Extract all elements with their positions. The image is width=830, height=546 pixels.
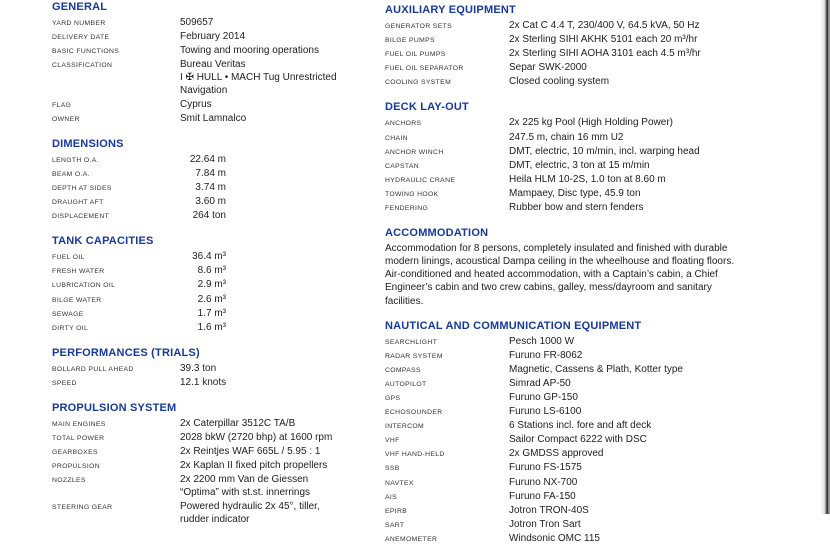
spec-value: 2.6 m³	[197, 293, 226, 305]
spec-value-line: Bureau Veritas	[180, 59, 246, 71]
spec-value: 2x Kaplan II fixed pitch propellers	[180, 460, 328, 472]
section-heading: AUXILIARY EQUIPMENT	[385, 4, 516, 16]
section-dimensions	[52, 138, 384, 223]
spec-value: Rubber bow and stern fenders	[509, 202, 644, 214]
spec-value: Pesch 1000 W	[509, 335, 575, 347]
spec-row	[385, 391, 799, 405]
spec-label: VHF	[385, 437, 400, 445]
spec-value: 12.1 knots	[180, 376, 227, 388]
spec-label: MAIN ENGINES	[52, 420, 106, 428]
spec-row	[385, 75, 799, 89]
spec-row	[385, 131, 799, 145]
spec-row	[52, 167, 384, 181]
spec-value: Furuno FA-150	[509, 490, 576, 502]
spec-value: 2x 225 kg Pool (High Holding Power)	[509, 117, 673, 129]
spec-row	[385, 433, 799, 447]
spec-row	[52, 16, 384, 30]
spec-label: NOZZLES	[52, 477, 86, 485]
section-heading: DECK LAY-OUT	[385, 101, 469, 114]
spec-label: EPIRB	[385, 507, 408, 515]
spec-value-line: 2x 2200 mm Van de Giessen	[180, 474, 309, 486]
spec-label: STEERING GEAR	[52, 503, 113, 511]
spec-row	[52, 98, 384, 112]
spec-value: 2x Sterling SIHI AOHA 3101 each 4.5 m³/hr	[509, 48, 701, 60]
spec-value: Furuno GP-150	[509, 391, 578, 403]
spec-value: 264 ton	[192, 210, 226, 222]
spec-value: 509657	[180, 17, 214, 28]
spec-row	[52, 44, 384, 58]
right-column	[385, 0, 799, 546]
spec-value: Furuno NX-700	[509, 476, 578, 488]
spec-label: SSB	[385, 465, 400, 473]
spec-value: 2x GMDSS approved	[509, 448, 604, 460]
spec-value	[180, 500, 320, 526]
spec-label: DELIVERY DATE	[52, 34, 110, 42]
spec-value: 39.3 ton	[180, 362, 217, 374]
spec-label: AIS	[385, 493, 398, 501]
spec-value: 8.6 m³	[197, 265, 226, 277]
spec-row	[52, 181, 384, 195]
spec-value: 22.64 m	[189, 153, 226, 165]
spec-value: Smit Lamnalco	[180, 112, 247, 124]
spec-label: SEARCHLIGHT	[385, 338, 438, 346]
page-edge-shadow	[820, 0, 830, 514]
spec-label: RADAR SYSTEM	[385, 352, 443, 360]
spec-label: ANCHORS	[385, 120, 422, 128]
spec-label: SPEED	[52, 379, 77, 387]
spec-label: TOWING HOOK	[385, 190, 439, 198]
spec-row	[52, 500, 384, 526]
spec-label: TOTAL POWER	[52, 435, 105, 443]
spec-value: Windsonic OMC 115	[509, 532, 600, 544]
section-paragraph: Accommodation for 8 persons, completely insulated and finished with durable modern linings, acoustical Dampa ceiling in the wheelhouse and floating floors. Air-conditioned and heated accommodation, with a Captain’s cabin, a Chief Engineer’s cabin and two crew cabins, galley, mess/dayroom and sanitary facilities.	[385, 243, 735, 307]
spec-row	[52, 195, 384, 209]
spec-label: CLASSIFICATION	[52, 62, 113, 70]
spec-row	[52, 362, 384, 376]
spec-value: 2028 bkW (2720 bhp) at 1600 rpm	[180, 432, 333, 444]
spec-value: DMT, electric, 3 ton at 15 m/min	[509, 159, 650, 171]
spec-row	[385, 145, 799, 159]
spec-label: OWNER	[52, 115, 80, 123]
spec-row	[385, 61, 799, 75]
spec-label: CHAIN	[385, 134, 408, 142]
spec-label: BOLLARD PULL AHEAD	[52, 365, 134, 373]
section-accommodation	[385, 227, 799, 307]
spec-label: FENDERING	[385, 205, 429, 213]
section-heading: NAUTICAL AND COMMUNICATION EQUIPMENT	[385, 319, 642, 332]
spec-row	[385, 335, 799, 349]
spec-row	[385, 419, 799, 433]
spec-row	[52, 459, 384, 473]
left-column	[52, 0, 384, 526]
spec-row	[385, 201, 799, 215]
spec-row	[52, 417, 384, 431]
spec-value: Closed cooling system	[509, 76, 610, 88]
spec-label: YARD NUMBER	[52, 20, 106, 27]
spec-label: GPS	[385, 394, 401, 402]
spec-value: 1.7 m³	[197, 307, 226, 319]
spec-row	[385, 447, 799, 461]
spec-value: Cyprus	[180, 98, 212, 110]
spec-label: CAPSTAN	[385, 162, 420, 170]
spec-row	[52, 473, 384, 499]
spec-row	[385, 363, 799, 377]
spec-label: LENGTH O.A.	[52, 156, 99, 164]
spec-value-line: Powered hydraulic 2x 45°, tiller,	[180, 500, 320, 512]
spec-row	[52, 278, 384, 292]
spec-row	[52, 153, 384, 167]
spec-row	[52, 431, 384, 445]
section-heading: TANK CAPACITIES	[52, 235, 154, 248]
spec-label: HYDRAULIC CRANE	[385, 176, 456, 184]
spec-label: FLAG	[52, 101, 72, 109]
spec-value: Towing and mooring operations	[180, 45, 319, 57]
spec-value: Jotron Tron Sart	[509, 518, 581, 530]
spec-value-line: Navigation	[180, 85, 228, 97]
spec-row	[385, 116, 799, 130]
spec-value: 2x Caterpillar 3512C TA/B	[180, 417, 296, 429]
spec-row	[52, 209, 384, 223]
spec-label: BILGE PUMPS	[385, 37, 435, 45]
spec-value	[180, 58, 337, 97]
section-heading: ACCOMMODATION	[385, 227, 489, 240]
spec-value: 7.84 m	[195, 167, 226, 179]
spec-label: VHF HAND-HELD	[385, 451, 445, 459]
section-performances-trials	[52, 347, 384, 390]
spec-value: Furuno FS-1575	[509, 462, 582, 474]
spec-row	[52, 30, 384, 44]
spec-label: DRAUGHT AFT	[52, 199, 104, 207]
spec-row	[385, 490, 799, 504]
spec-label: FRESH WATER	[52, 268, 105, 276]
spec-row	[52, 112, 384, 126]
spec-label: GENERATOR SETS	[385, 23, 452, 30]
section-heading: GENERAL	[52, 1, 108, 13]
spec-row	[385, 33, 799, 47]
spec-row	[52, 376, 384, 390]
spec-label: DEPTH AT SIDES	[52, 184, 112, 192]
spec-label: AUTOPILOT	[385, 380, 427, 388]
spec-row	[52, 58, 384, 97]
spec-value: 3.74 m	[195, 181, 226, 193]
spec-label: GEARBOXES	[52, 449, 98, 457]
spec-label: COMPASS	[385, 366, 421, 374]
spec-value: DMT, electric, 10 m/min, incl. warping head	[509, 145, 700, 157]
spec-value: Simrad AP-50	[509, 377, 571, 389]
spec-label: ANEMOMETER	[385, 535, 438, 543]
spec-value: Separ SWK-2000	[509, 62, 587, 74]
spec-row	[385, 187, 799, 201]
section-deck-lay-out	[385, 101, 799, 215]
spec-row	[385, 159, 799, 173]
spec-value-line: I ✠ HULL • MACH Tug Unrestricted	[180, 72, 337, 84]
spec-label: FUEL OIL PUMPS	[385, 51, 446, 59]
spec-label: DISPLACEMENT	[52, 213, 110, 221]
section-tank-capacities	[52, 235, 384, 335]
spec-value: 36.4 m³	[192, 251, 226, 263]
spec-label: LUBRICATION OIL	[52, 282, 116, 290]
spec-label: ECHOSOUNDER	[385, 409, 443, 417]
spec-label: NAVTEX	[385, 479, 414, 487]
section-heading: PROPULSION SYSTEM	[52, 401, 177, 414]
spec-value: Sailor Compact 6222 with DSC	[509, 434, 647, 446]
spec-row	[385, 504, 799, 518]
spec-row	[385, 173, 799, 187]
spec-value: February 2014	[180, 31, 246, 43]
section-propulsion-system	[52, 402, 384, 526]
spec-row	[385, 476, 799, 490]
spec-value: Furuno LS-6100	[509, 406, 582, 418]
spec-row	[52, 445, 384, 459]
spec-row	[385, 532, 799, 546]
spec-row	[52, 264, 384, 278]
section-general	[52, 1, 384, 126]
spec-value: 2x Reintjes WAF 665L / 5.95 : 1	[180, 446, 321, 458]
spec-label: ANCHOR WINCH	[385, 148, 444, 156]
spec-row	[52, 293, 384, 307]
spec-row	[385, 405, 799, 419]
section-heading: PERFORMANCES (TRIALS)	[52, 346, 200, 359]
spec-value: 2.9 m³	[197, 279, 226, 291]
spec-value: Mampaey, Disc type, 45.9 ton	[509, 187, 641, 199]
spec-label: SEWAGE	[52, 310, 84, 318]
spec-label: BILGE WATER	[52, 296, 102, 304]
section-nautical-and-communication-equipment	[385, 320, 799, 546]
section-auxiliary-equipment	[385, 4, 799, 89]
spec-label: FUEL OIL SEPARATOR	[385, 65, 464, 73]
spec-row	[385, 377, 799, 391]
spec-value: Heila HLM 10-2S, 1.0 ton at 8.60 m	[509, 173, 666, 185]
spec-value-line: “Optima” with st.st. innerrings	[180, 487, 311, 499]
spec-row	[52, 321, 384, 335]
spec-label: BASIC FUNCTIONS	[52, 48, 120, 56]
spec-value: 3.60 m	[195, 196, 226, 208]
spec-label: PROPULSION	[52, 463, 101, 471]
spec-label: SART	[385, 521, 405, 529]
spec-row	[385, 47, 799, 61]
spec-label: COOLING SYSTEM	[385, 79, 452, 87]
spec-row	[385, 349, 799, 363]
spec-row	[52, 250, 384, 264]
spec-value: 2x Cat C 4.4 T, 230/400 V, 64.5 kVA, 50 Hz	[509, 20, 700, 31]
spec-value: 6 Stations incl. fore and aft deck	[509, 420, 652, 432]
spec-label: BEAM O.A.	[52, 170, 90, 178]
spec-value: Furuno FR-8062	[509, 349, 583, 361]
spec-row	[385, 461, 799, 475]
spec-value: 2x Sterling SIHI AKHK 5101 each 20 m³/hr	[509, 34, 698, 46]
spec-label: DIRTY OIL	[52, 324, 89, 332]
spec-value: Magnetic, Cassens & Plath, Kotter type	[509, 363, 683, 375]
spec-value	[180, 473, 310, 499]
spec-value: 1.6 m³	[197, 321, 226, 333]
spec-row	[52, 307, 384, 321]
spec-value-line: rudder indicator	[180, 513, 250, 525]
spec-row	[385, 518, 799, 532]
spec-label: INTERCOM	[385, 423, 425, 431]
spec-row	[385, 19, 799, 33]
spec-value: 247.5 m, chain 16 mm U2	[509, 131, 624, 143]
spec-label: FUEL OIL	[52, 254, 85, 262]
spec-value: Jotron TRON-40S	[509, 504, 589, 516]
section-heading: DIMENSIONS	[52, 137, 124, 150]
